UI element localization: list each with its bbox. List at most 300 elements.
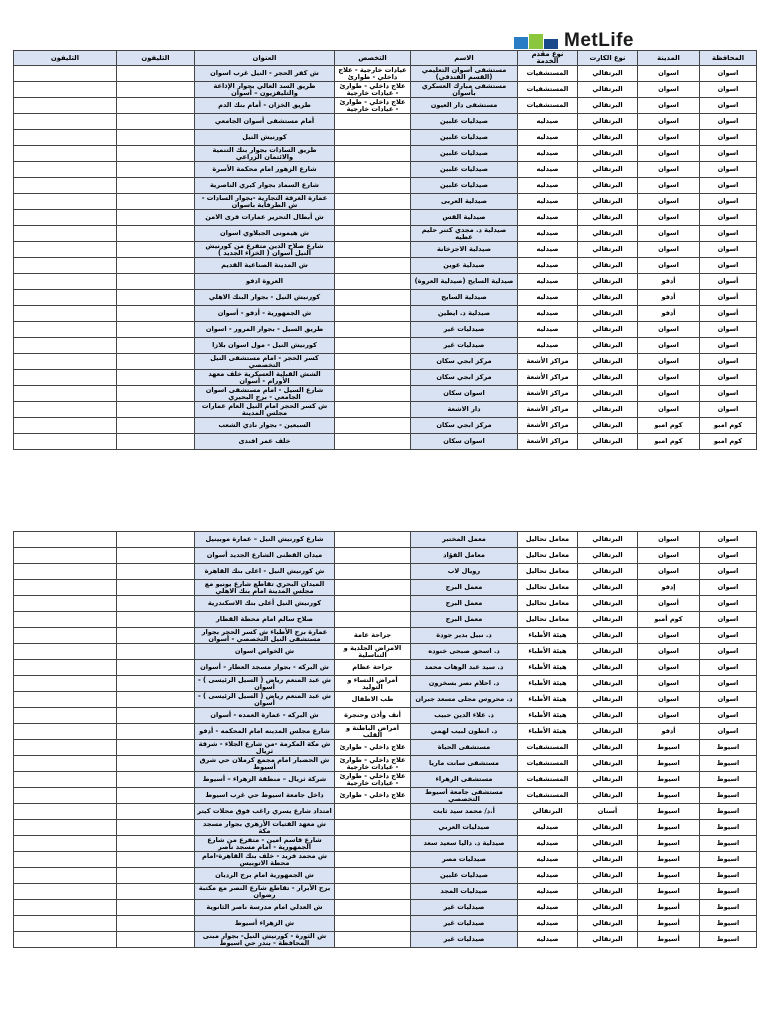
cell-phone-1 <box>117 322 195 338</box>
cell-city: اسوان <box>638 162 700 178</box>
cell-name: صيدليات غير <box>411 916 518 932</box>
table-row <box>14 98 757 114</box>
cell-address: ش المدينة الصناعية القديم <box>195 258 335 274</box>
cell-phone-2 <box>14 932 117 948</box>
cell-specialty <box>335 130 411 146</box>
cell-name: د. سيد عبد الوهاب محمد <box>411 660 518 676</box>
cell-provider-type: صيدليه <box>518 242 578 258</box>
table-row <box>14 354 757 370</box>
cell-address: شارع السيل - امام مستشفى اسوان الجامعي - برج البحيري <box>195 386 335 402</box>
cell-phone-1 <box>117 532 195 548</box>
table-row <box>14 692 757 708</box>
cell-city: اسوان <box>638 130 700 146</box>
table-row <box>14 210 757 226</box>
cell-provider-type: مراكز الأشعة <box>518 370 578 386</box>
cell-address: ش الخواص اسوان <box>195 644 335 660</box>
cell-governorate: اسوان <box>700 178 757 194</box>
cell-city: اسوان <box>638 82 700 98</box>
cell-card-type: البرتقالي <box>578 644 638 660</box>
cell-phone-1 <box>117 290 195 306</box>
cell-name: صيدلية د. ايطين <box>411 306 518 322</box>
cell-card-type: البرتقالي <box>578 852 638 868</box>
cell-card-type: البرتقالي <box>578 932 638 948</box>
cell-governorate: اسوان <box>700 210 757 226</box>
cell-phone-1 <box>117 596 195 612</box>
table-row <box>14 724 757 740</box>
cell-card-type: البرتقالي <box>578 836 638 852</box>
cell-name: معمل البرج <box>411 596 518 612</box>
cell-phone-2 <box>14 290 117 306</box>
cell-phone-2 <box>14 434 117 450</box>
cell-name: مستشفى الحياة <box>411 740 518 756</box>
table-row <box>14 708 757 724</box>
cell-phone-1 <box>117 724 195 740</box>
table-row <box>14 258 757 274</box>
cell-phone-2 <box>14 724 117 740</box>
cell-governorate: اسوان <box>700 146 757 162</box>
cell-provider-type: صيدليه <box>518 290 578 306</box>
cell-card-type: البرتقالي <box>578 338 638 354</box>
cell-governorate: اسوان <box>700 386 757 402</box>
cell-phone-2 <box>14 916 117 932</box>
cell-name: مستشفى مبارك العسكري بأسوان <box>411 82 518 98</box>
cell-specialty <box>335 226 411 242</box>
cell-specialty: الامراض الجلدية و التناسلية <box>335 644 411 660</box>
cell-governorate: اسيوط <box>700 916 757 932</box>
cell-phone-1 <box>117 402 195 418</box>
cell-address: طريق الخزان - أمام بنك الدم <box>195 98 335 114</box>
cell-phone-2 <box>14 114 117 130</box>
cell-specialty <box>335 274 411 290</box>
cell-address: كورنيش النيل - مول اسوان بلازا <box>195 338 335 354</box>
cell-provider-type: صيدليه <box>518 210 578 226</box>
cell-address: ش عبد المنعم رياض ( السيل الرئيسى ) - أسوان <box>195 692 335 708</box>
table-row <box>14 756 757 772</box>
cell-phone-1 <box>117 900 195 916</box>
table-row <box>14 916 757 932</box>
cell-phone-2 <box>14 402 117 418</box>
cell-governorate: اسيوط <box>700 836 757 852</box>
cell-phone-1 <box>117 194 195 210</box>
cell-provider-type: مراكز الأشعة <box>518 354 578 370</box>
cell-address: ش الثورة - كورنيش النيل- بجوار مبنى المحافظة - بندر حي اسيوط <box>195 932 335 948</box>
cell-phone-1 <box>117 772 195 788</box>
cell-city: إدفو <box>638 580 700 596</box>
cell-governorate: اسوان <box>700 66 757 82</box>
cell-phone-2 <box>14 130 117 146</box>
cell-city: اسوان <box>638 210 700 226</box>
cell-phone-1 <box>117 354 195 370</box>
cell-phone-1 <box>117 386 195 402</box>
cell-city: اسوان <box>638 258 700 274</box>
cell-governorate: اسوان <box>700 596 757 612</box>
cell-phone-2 <box>14 210 117 226</box>
cell-specialty: علاج داخلي - طوارئ - عيادات خارجية <box>335 772 411 788</box>
cell-phone-2 <box>14 772 117 788</box>
cell-city: اسيوط <box>638 820 700 836</box>
cell-card-type: البرتقالي <box>578 290 638 306</box>
cell-name: صيدلية عوين <box>411 258 518 274</box>
cell-address: شارع كورنيش النيل – عمارة موبينيل <box>195 532 335 548</box>
table-row <box>14 596 757 612</box>
cell-name: مركز ابجي سكان <box>411 418 518 434</box>
cell-city: أسيوط <box>638 916 700 932</box>
cell-specialty <box>335 194 411 210</box>
cell-card-type: البرتقالي <box>578 788 638 804</box>
cell-provider-type: المستشفيات <box>518 82 578 98</box>
table-row <box>14 402 757 418</box>
header-phone-2: التليفون <box>14 51 117 66</box>
table-body <box>14 66 757 450</box>
cell-phone-2 <box>14 66 117 82</box>
cell-name: صيدليات المجد <box>411 884 518 900</box>
cell-address: ش العدلي امام مدرسة ناصر الثانوية <box>195 900 335 916</box>
cell-phone-1 <box>117 756 195 772</box>
cell-phone-1 <box>117 548 195 564</box>
cell-specialty <box>335 564 411 580</box>
cell-name: د. احلام نصر بسخرون <box>411 676 518 692</box>
cell-phone-2 <box>14 418 117 434</box>
cell-phone-1 <box>117 274 195 290</box>
cell-specialty <box>335 418 411 434</box>
cell-specialty <box>335 596 411 612</box>
cell-card-type: البرتقالي <box>578 612 638 628</box>
cell-city: اسوان <box>638 226 700 242</box>
metlife-logo-wordmark: MetLife <box>564 30 634 51</box>
cell-phone-1 <box>117 258 195 274</box>
cell-address: ش كفر الحجر - النيل غرب اسوان <box>195 66 335 82</box>
cell-provider-type: صيدليه <box>518 146 578 162</box>
cell-card-type: البرتقالي <box>578 628 638 644</box>
cell-phone-1 <box>117 676 195 692</box>
cell-phone-2 <box>14 740 117 756</box>
cell-governorate: اسوان <box>700 660 757 676</box>
cell-name: مستشفى الزهراء <box>411 772 518 788</box>
cell-phone-1 <box>117 644 195 660</box>
cell-specialty: أمراض الباطنة و القلب <box>335 724 411 740</box>
cell-name: اسوان سكان <box>411 434 518 450</box>
cell-phone-1 <box>117 66 195 82</box>
cell-specialty <box>335 836 411 852</box>
table-row <box>14 82 757 98</box>
cell-phone-2 <box>14 836 117 852</box>
cell-phone-1 <box>117 692 195 708</box>
cell-card-type: أسنان <box>578 804 638 820</box>
cell-governorate: اسيوط <box>700 756 757 772</box>
cell-phone-2 <box>14 386 117 402</box>
cell-name: مستشفى أسوان التعليمي (القسم الفندقي) <box>411 66 518 82</box>
cell-city: أسيوط <box>638 900 700 916</box>
table-row <box>14 740 757 756</box>
cell-address: ش الزهراء أسيوط <box>195 916 335 932</box>
cell-card-type: البرتقالي <box>578 820 638 836</box>
cell-card-type: البرتقالي <box>578 772 638 788</box>
cell-card-type: البرتقالي <box>578 98 638 114</box>
cell-address: شارع مجلس المدينه امام المحكمه - أدفو <box>195 724 335 740</box>
cell-governorate: اسوان <box>700 114 757 130</box>
cell-name: د. نبيل بدير جودة <box>411 628 518 644</box>
cell-phone-2 <box>14 852 117 868</box>
metlife-logo-mark <box>514 34 560 49</box>
cell-name: صيدليات علبين <box>411 146 518 162</box>
cell-address: السبعين - بجوار نادي الشعب <box>195 418 335 434</box>
cell-city: اسوان <box>638 660 700 676</box>
cell-address: الميدان البحري تقاطع شارع يونيو مع مجلس المدينة امام بنك الاهلي <box>195 580 335 596</box>
table-row <box>14 932 757 948</box>
cell-card-type: البرتقالي <box>578 194 638 210</box>
cell-provider-type: مراكز الأشعة <box>518 402 578 418</box>
cell-provider-type: هيئة الأطباء <box>518 724 578 740</box>
table-row <box>14 612 757 628</box>
cell-address: كسر الحجر - امام مستشفى النيل التخصصي <box>195 354 335 370</box>
cell-governorate: اسوان <box>700 370 757 386</box>
cell-phone-1 <box>117 708 195 724</box>
cell-name: صيدليات علبين <box>411 178 518 194</box>
cell-specialty <box>335 258 411 274</box>
cell-provider-type: صيدليه <box>518 836 578 852</box>
cell-specialty: عيادات خارجية - علاج داخلي - طوارئ <box>335 66 411 82</box>
cell-name: صيدليات غير <box>411 932 518 948</box>
cell-city: اسيوط <box>638 868 700 884</box>
cell-phone-1 <box>117 932 195 948</box>
cell-address: ش كسر الحجر امام النيل العام عمارات مجلس المدينة <box>195 402 335 418</box>
cell-specialty: علاج داخلي - طوارئ <box>335 788 411 804</box>
table-row <box>14 290 757 306</box>
cell-name: صيدليات العربي <box>411 820 518 836</box>
cell-city: أسيوط <box>638 932 700 948</box>
cell-card-type: البرتقالي <box>578 532 638 548</box>
cell-city: اسوان <box>638 354 700 370</box>
cell-specialty <box>335 210 411 226</box>
cell-phone-2 <box>14 756 117 772</box>
cell-address: ش كورنيش النيل - اعلى بنك القاهرة <box>195 564 335 580</box>
cell-governorate: اسوان <box>700 676 757 692</box>
cell-phone-2 <box>14 306 117 322</box>
cell-phone-2 <box>14 868 117 884</box>
cell-specialty <box>335 402 411 418</box>
cell-specialty <box>335 386 411 402</box>
cell-card-type: البرتقالي <box>578 548 638 564</box>
cell-city: اسوان <box>638 548 700 564</box>
cell-phone-2 <box>14 242 117 258</box>
cell-provider-type: هيئة الأطباء <box>518 660 578 676</box>
cell-provider-type: صيدليه <box>518 178 578 194</box>
cell-phone-1 <box>117 306 195 322</box>
cell-governorate: اسيوط <box>700 852 757 868</box>
table-row <box>14 338 757 354</box>
cell-city: اسوان <box>638 178 700 194</box>
cell-phone-2 <box>14 226 117 242</box>
cell-address: برج الأبرار - تقاطع شارع النصر مع مكتبة رضوان <box>195 884 335 900</box>
cell-card-type: البرتقالي <box>578 660 638 676</box>
header-address: العنوان <box>195 51 335 66</box>
cell-city: اسوان <box>638 322 700 338</box>
cell-governorate: اسوان <box>700 580 757 596</box>
header-governorate: المحافظة <box>700 51 757 66</box>
cell-address: شركة ثريال – منطقة الزهراء – أسيوط <box>195 772 335 788</box>
cell-card-type: البرتقالي <box>578 146 638 162</box>
cell-governorate: اسيوط <box>700 932 757 948</box>
cell-address: خلف عمر افندى <box>195 434 335 450</box>
cell-phone-2 <box>14 612 117 628</box>
cell-card-type: البرتقالي <box>578 370 638 386</box>
cell-governorate: اسوان <box>700 532 757 548</box>
cell-governorate: اسوان <box>700 564 757 580</box>
cell-phone-2 <box>14 692 117 708</box>
cell-provider-type: المستشفيات <box>518 772 578 788</box>
cell-card-type: البرتقالي <box>578 692 638 708</box>
cell-phone-2 <box>14 532 117 548</box>
header-specialty: التخصص <box>335 51 411 66</box>
table-row <box>14 628 757 644</box>
cell-city: اسوان <box>638 692 700 708</box>
cell-name: مركز ابجي سكان <box>411 354 518 370</box>
cell-phone-2 <box>14 82 117 98</box>
cell-address: شارع صلاح الدين متفرع من كورنيش النيل أسوان ( الخزاء الجديد ) <box>195 242 335 258</box>
cell-address: امتداد شارع يسري راغب فوق محلات كيتر <box>195 804 335 820</box>
cell-card-type: البرتقالي <box>578 210 638 226</box>
cell-phone-2 <box>14 820 117 836</box>
cell-card-type: البرتقالي <box>578 580 638 596</box>
cell-card-type: البرتقالي <box>578 900 638 916</box>
cell-name: صيدليات مصر <box>411 852 518 868</box>
cell-governorate: اسيوط <box>700 820 757 836</box>
cell-city: اسوان <box>638 338 700 354</box>
cell-governorate: اسوان <box>700 402 757 418</box>
cell-governorate: اسيوط <box>700 868 757 884</box>
table-row <box>14 660 757 676</box>
header-provider-type: نوع مقدم الخدمة <box>518 51 578 66</box>
cell-governorate: أسوان <box>700 306 757 322</box>
cell-card-type: البرتقالي <box>578 354 638 370</box>
cell-provider-type: صيدليه <box>518 338 578 354</box>
header-card-type: نوع الكارت <box>578 51 638 66</box>
cell-provider-type: صيدليه <box>518 322 578 338</box>
cell-specialty <box>335 338 411 354</box>
cell-name: مركز ابجي سكان <box>411 370 518 386</box>
cell-governorate: اسوان <box>700 644 757 660</box>
cell-name: معمل البرج <box>411 580 518 596</box>
cell-phone-2 <box>14 146 117 162</box>
cell-name: د. اسحق صبحى خنوده <box>411 644 518 660</box>
cell-name: اسوان سكان <box>411 386 518 402</box>
cell-provider-type: معامل تحاليل <box>518 580 578 596</box>
cell-phone-2 <box>14 804 117 820</box>
cell-provider-type: المستشفيات <box>518 788 578 804</box>
cell-phone-2 <box>14 274 117 290</box>
cell-provider-type: صيدليه <box>518 852 578 868</box>
cell-provider-type: صيدليه <box>518 274 578 290</box>
cell-name: معمل البرج <box>411 612 518 628</box>
cell-provider-type: هيئة الأطباء <box>518 628 578 644</box>
cell-phone-1 <box>117 370 195 386</box>
cell-phone-2 <box>14 900 117 916</box>
cell-address: ش الحضبار امام مجمع كرملان حي شرق أسيوط <box>195 756 335 772</box>
cell-specialty <box>335 322 411 338</box>
cell-address: ش أبطال التحرير عمارات قرى الامن <box>195 210 335 226</box>
cell-provider-type: معامل تحاليل <box>518 596 578 612</box>
cell-provider-type: البرتقالي <box>518 804 578 820</box>
cell-name: صيدليات علبين <box>411 130 518 146</box>
cell-city: اسيوط <box>638 884 700 900</box>
table-row <box>14 580 757 596</box>
cell-phone-1 <box>117 852 195 868</box>
cell-address: شارع قاسم امين - متفرع من شارع الجمهورية - امام مسجد ناصر <box>195 836 335 852</box>
cell-phone-2 <box>14 548 117 564</box>
cell-specialty <box>335 354 411 370</box>
cell-phone-1 <box>117 916 195 932</box>
cell-address: ش محمد فريد - خلف بنك القاهرة-امام محطة الاتوبيس <box>195 852 335 868</box>
cell-name: صيدلية العربى <box>411 194 518 210</box>
cell-phone-1 <box>117 836 195 852</box>
cell-city: اسيوط <box>638 804 700 820</box>
cell-address: ش الجمهورية - أدفو - أسوان <box>195 306 335 322</box>
cell-name: صيدلية القس <box>411 210 518 226</box>
cell-specialty: أمراض النساء و التوليد <box>335 676 411 692</box>
cell-governorate: اسوان <box>700 692 757 708</box>
cell-city: اسوان <box>638 194 700 210</box>
cell-governorate: اسوان <box>700 628 757 644</box>
cell-governorate: اسوان <box>700 708 757 724</box>
table-row <box>14 146 757 162</box>
cell-specialty <box>335 884 411 900</box>
cell-provider-type: المستشفيات <box>518 756 578 772</box>
cell-specialty <box>335 146 411 162</box>
cell-provider-type: صيدليه <box>518 820 578 836</box>
cell-name: صيدليات علبين <box>411 868 518 884</box>
cell-governorate: اسوان <box>700 130 757 146</box>
cell-specialty <box>335 900 411 916</box>
cell-phone-1 <box>117 884 195 900</box>
cell-provider-type: مراكز الأشعة <box>518 434 578 450</box>
cell-card-type: البرتقالي <box>578 82 638 98</box>
cell-name: معمل المختبر <box>411 532 518 548</box>
cell-city: اسوان <box>638 66 700 82</box>
cell-city: أدفو <box>638 306 700 322</box>
cell-phone-1 <box>117 612 195 628</box>
cell-phone-1 <box>117 740 195 756</box>
cell-phone-1 <box>117 868 195 884</box>
header-name: الاسم <box>411 51 518 66</box>
cell-specialty: أنف وأذن وحنجرة <box>335 708 411 724</box>
cell-phone-2 <box>14 708 117 724</box>
cell-address: ش هيمونى الجبلاوي اسوان <box>195 226 335 242</box>
table-row <box>14 194 757 210</box>
cell-card-type: البرتقالي <box>578 884 638 900</box>
cell-governorate: اسوان <box>700 322 757 338</box>
cell-city: اسيوط <box>638 788 700 804</box>
cell-city: اسوان <box>638 114 700 130</box>
table-row <box>14 274 757 290</box>
cell-specialty <box>335 162 411 178</box>
cell-governorate: اسيوط <box>700 788 757 804</box>
table-row <box>14 820 757 836</box>
cell-phone-1 <box>117 146 195 162</box>
cell-city: كوم أمبو <box>638 612 700 628</box>
cell-card-type: البرتقالي <box>578 162 638 178</box>
cell-governorate: اسوان <box>700 354 757 370</box>
cell-address: ش البركه - بجوار مسجد العطار - أسوان <box>195 660 335 676</box>
cell-address: طريق السادات بجوار بنك التنمية والائتمان الزراعي <box>195 146 335 162</box>
cell-governorate: اسيوط <box>700 804 757 820</box>
cell-card-type: البرتقالي <box>578 724 638 740</box>
cell-specialty: جراحة عامة <box>335 628 411 644</box>
cell-specialty <box>335 434 411 450</box>
table-row <box>14 306 757 322</box>
cell-city: اسوان <box>638 708 700 724</box>
cell-specialty <box>335 306 411 322</box>
cell-address: كورنيش النيل أعلى بنك الاسكندرية <box>195 596 335 612</box>
